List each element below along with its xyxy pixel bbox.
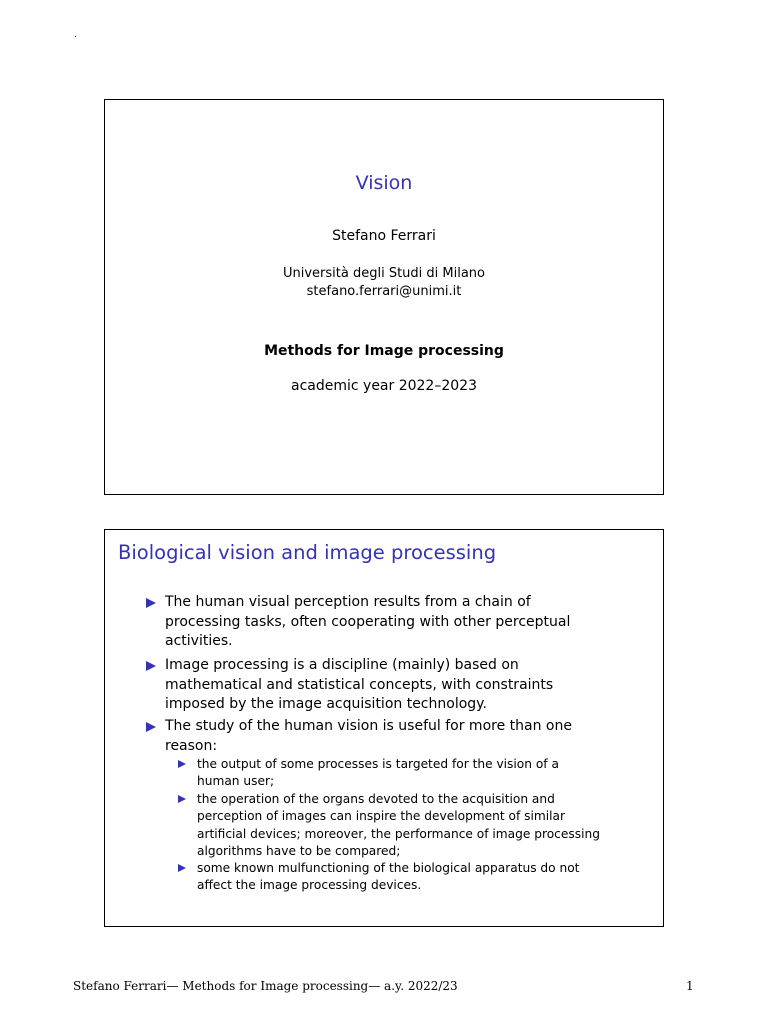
subbullet-item — [197, 791, 602, 861]
course-name: Methods for Image processing — [264, 343, 504, 359]
content-slide — [104, 529, 664, 927]
bullet-text: The human visual perception results from a chain of processing tasks, often cooperating with other perceptual activities. — [165, 594, 571, 650]
footer-text: Stefano Ferrari— Methods for Image processing— a.y. 2022/23 — [73, 979, 458, 993]
subbullet-text: the operation of the organs devoted to the acquisition and perception of images can inspire the development of similar artificial devices; moreover, the performance of image processing algorithms have to be compared; — [197, 792, 600, 859]
bullet-text: The study of the human vision is useful for more than one reason: — [165, 718, 572, 754]
bullet-item — [165, 717, 605, 756]
institution: Università degli Studi di Milano — [282, 266, 486, 281]
slide-title: Vision — [355, 172, 413, 194]
author-email: stefano.ferrari@unimi.it — [306, 284, 462, 299]
corner-mark: . — [74, 29, 78, 40]
author-name: Stefano Ferrari — [332, 228, 436, 244]
page-number: 1 — [686, 979, 694, 993]
institution-block — [105, 265, 663, 301]
bullet-triangle-icon — [146, 598, 156, 608]
subbullet-triangle-icon — [178, 760, 186, 768]
subbullet-item — [197, 756, 597, 791]
subbullet-triangle-icon — [178, 795, 186, 803]
subbullet-text: some known mulfunctioning of the biological apparatus do not affect the image processing devices. — [197, 861, 580, 893]
academic-year: academic year 2022–2023 — [291, 378, 477, 394]
subbullet-triangle-icon — [178, 864, 186, 872]
subbullet-item — [197, 860, 617, 895]
subbullet-text: the output of some processes is targeted for the vision of a human user; — [197, 757, 559, 789]
bullet-triangle-icon — [146, 661, 156, 671]
bullet-triangle-icon — [146, 722, 156, 732]
bullet-text: Image processing is a discipline (mainly) based on mathematical and statistical concepts, with constraints imposed by the image acquisition technology. — [165, 657, 554, 713]
bullet-item — [165, 656, 595, 715]
bullet-item — [165, 593, 605, 652]
frame-title: Biological vision and image processing — [118, 541, 497, 564]
title-slide — [104, 99, 664, 495]
